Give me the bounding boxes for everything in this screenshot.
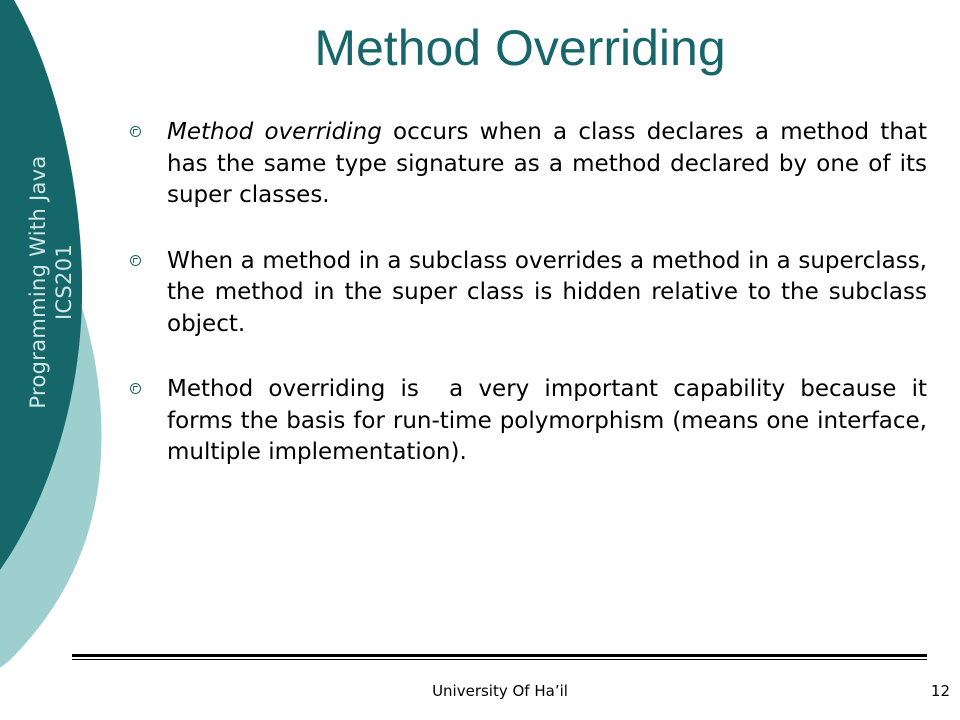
bullet-text: occurs when a class declares a method that has the same type signature as a method declared by one of its super classes.: [167, 119, 928, 208]
circle-bullet-icon: [130, 255, 141, 266]
bullet-text: When a method in a subclass overrides a method in a superclass, the method in the super class is hidden relative to the subclass object.: [167, 247, 927, 337]
circle-bullet-icon: [130, 383, 141, 394]
bullet-emphasis: Method overriding: [167, 119, 382, 145]
bullet-item-1: [130, 117, 927, 212]
footer-divider-thin: [72, 659, 927, 660]
circle-bullet-icon: [130, 126, 141, 137]
bullet-text: Method overriding is a very important capability because it forms the basis for run-time polymorphism (means one interface, multiple implementation).: [167, 376, 935, 465]
footer-divider-thick: [72, 654, 927, 657]
bullet-item-2: [130, 246, 927, 341]
footer-university: University Of Ha’il: [432, 682, 568, 700]
slide-title: Method Overriding: [314, 20, 726, 76]
bullet-list: [130, 117, 935, 503]
sidebar-course-code: ICS201: [52, 243, 76, 321]
page-number: 12: [930, 682, 950, 700]
bullet-item-3: [130, 374, 935, 469]
sidebar-course-name: Programming With Java: [26, 155, 50, 409]
